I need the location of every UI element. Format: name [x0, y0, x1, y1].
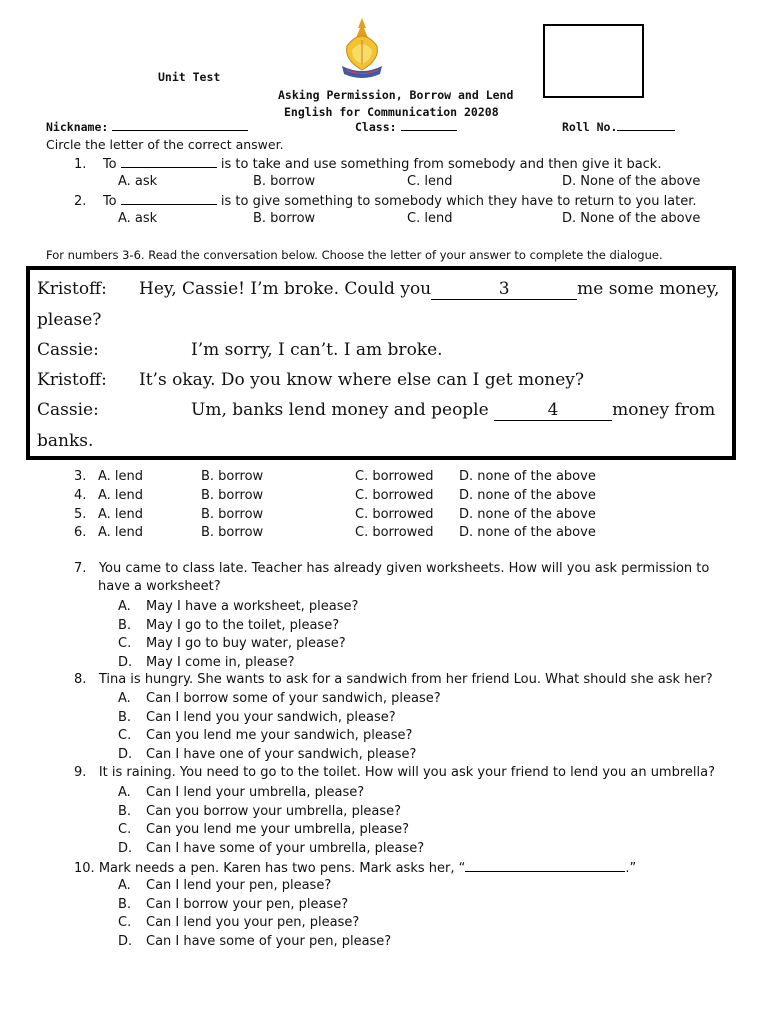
q10-option-letter[interactable]: D. — [118, 933, 133, 949]
nickname-label: Nickname: — [46, 120, 109, 134]
q10-option-text[interactable]: Can I lend you your pen, please? — [146, 915, 360, 931]
blank-3[interactable]: 3 — [431, 279, 577, 300]
q8-option-letter[interactable]: C. — [118, 728, 132, 744]
q8-option-text[interactable]: Can I borrow some of your sandwich, please? — [146, 691, 441, 706]
q8-option-letter[interactable]: A. — [118, 691, 131, 706]
question-7-cont: have a worksheet? — [98, 579, 221, 594]
dialogue-line-1: Kristoff: — [37, 279, 107, 299]
dialogue-line-4-cont: banks. — [37, 431, 94, 451]
mc-row-number: 5. — [74, 507, 87, 522]
q10-option-letter[interactable]: A. — [118, 878, 131, 893]
mc-option-b[interactable]: B. borrow — [201, 525, 264, 540]
mc-row-number: 6. — [74, 525, 87, 540]
blank-4[interactable]: 4 — [494, 400, 612, 421]
question-7: 7. You came to class late. Teacher has already given worksheets. How will you ask permission to — [74, 561, 710, 576]
q1-option-b[interactable]: B. borrow — [253, 174, 316, 189]
class-blank[interactable] — [401, 120, 457, 131]
dialogue-line-1-text: Hey, Cassie! I’m broke. Could you 3 me some money, — [139, 279, 720, 299]
dialogue-line-4-speaker: Cassie: — [37, 400, 99, 420]
q8-option-letter[interactable]: B. — [118, 709, 132, 725]
mc-option-d[interactable]: D. none of the above — [459, 469, 596, 484]
mc-option-b[interactable]: B. borrow — [201, 507, 264, 522]
mc-option-d[interactable]: D. none of the above — [459, 488, 596, 503]
page-subtitle: English for Communication 20208 — [284, 105, 499, 119]
unit-test-label: Unit Test — [158, 70, 221, 84]
q10-option-letter[interactable]: C. — [118, 915, 132, 931]
q10-option-text[interactable]: Can I lend your pen, please? — [146, 878, 332, 893]
q10-option-letter[interactable]: B. — [118, 896, 132, 912]
q7-option-text[interactable]: May I come in, please? — [146, 654, 295, 670]
q7-option-letter[interactable]: A. — [118, 599, 131, 614]
mc-option-a[interactable]: A. lend — [98, 488, 144, 503]
mc-option-c[interactable]: C. borrowed — [355, 488, 434, 503]
q9-option-letter[interactable]: C. — [118, 822, 132, 838]
class-field[interactable] — [355, 120, 457, 135]
q7-option-text[interactable]: May I go to buy water, please? — [146, 636, 346, 652]
q10-option-text[interactable]: Can I borrow your pen, please? — [146, 896, 349, 912]
mc-row-number: 4. — [74, 488, 87, 503]
dialogue-line-2-speaker: Cassie: — [37, 340, 99, 360]
dialogue-line-2-text: I’m sorry, I can’t. I am broke. — [191, 340, 443, 360]
q1-blank[interactable] — [121, 155, 217, 168]
section-instruction: For numbers 3-6. Read the conversation below. Choose the letter of your answer to complete the dialogue. — [46, 248, 663, 262]
q2-blank[interactable] — [121, 192, 217, 205]
q10-blank[interactable] — [465, 859, 625, 872]
photo-box — [543, 24, 644, 98]
mc-option-b[interactable]: B. borrow — [201, 469, 264, 484]
q9-option-letter[interactable]: A. — [118, 785, 131, 800]
mc-option-c[interactable]: C. borrowed — [355, 525, 434, 540]
nickname-blank[interactable] — [112, 120, 248, 131]
school-seal-logo — [338, 16, 386, 82]
nickname-field[interactable] — [46, 120, 248, 135]
q2-option-c[interactable]: C. lend — [407, 211, 453, 226]
mc-option-b[interactable]: B. borrow — [201, 488, 264, 503]
mc-option-a[interactable]: A. lend — [98, 525, 144, 540]
dialogue-line-3-text: It’s okay. Do you know where else can I get money? — [139, 370, 585, 390]
mc-row-number: 3. — [74, 469, 87, 484]
roll-blank[interactable] — [617, 120, 675, 131]
question-8: 8. Tina is hungry. She wants to ask for a sandwich from her friend Lou. What should she ask her? — [74, 672, 713, 687]
question-10: 10. Mark needs a pen. Karen has two pens. Mark asks her, “ .” — [74, 861, 637, 876]
mc-option-a[interactable]: A. lend — [98, 507, 144, 522]
q7-option-text[interactable]: May I go to the toilet, please? — [146, 617, 340, 633]
page-title: Asking Permission, Borrow and Lend — [278, 88, 514, 102]
q2-option-b[interactable]: B. borrow — [253, 211, 316, 226]
mc-option-d[interactable]: D. none of the above — [459, 507, 596, 522]
q9-option-letter[interactable]: B. — [118, 803, 132, 819]
mc-option-c[interactable]: C. borrowed — [355, 507, 434, 522]
q1-option-c[interactable]: C. lend — [407, 174, 453, 189]
question-2: 2. To is to give something to somebody which they have to return to you later. — [74, 194, 697, 209]
question-9: 9. It is raining. You need to go to the toilet. How will you ask your friend to lend you an umbrella? — [74, 765, 715, 780]
q7-option-letter[interactable]: D. — [118, 654, 133, 670]
q10-option-text[interactable]: Can I have some of your pen, please? — [146, 933, 392, 949]
q8-option-text[interactable]: Can you lend me your sandwich, please? — [146, 728, 413, 744]
instruction: Circle the letter of the correct answer. — [46, 137, 284, 152]
q8-option-text[interactable]: Can I lend you your sandwich, please? — [146, 709, 396, 725]
q7-option-letter[interactable]: C. — [118, 636, 132, 652]
dialogue-line-3-speaker: Kristoff: — [37, 370, 107, 390]
roll-field[interactable] — [562, 120, 675, 135]
q9-option-text[interactable]: Can I have some of your umbrella, please? — [146, 840, 425, 856]
q8-option-text[interactable]: Can I have one of your sandwich, please? — [146, 746, 417, 762]
q9-option-text[interactable]: Can you borrow your umbrella, please? — [146, 803, 402, 819]
q1-option-a[interactable]: A. ask — [118, 174, 158, 189]
q8-option-letter[interactable]: D. — [118, 746, 133, 762]
q9-option-text[interactable]: Can you lend me your umbrella, please? — [146, 822, 409, 838]
roll-label: Roll No. — [562, 120, 618, 134]
mc-option-d[interactable]: D. none of the above — [459, 525, 596, 540]
question-1: 1. To is to take and use something from somebody and then give it back. — [74, 157, 662, 172]
mc-option-a[interactable]: A. lend — [98, 469, 144, 484]
q9-option-text[interactable]: Can I lend your umbrella, please? — [146, 785, 365, 800]
q9-option-letter[interactable]: D. — [118, 840, 133, 856]
q7-option-letter[interactable]: B. — [118, 617, 132, 633]
q2-option-d[interactable]: D. None of the above — [562, 211, 701, 226]
class-label: Class: — [355, 120, 397, 134]
dialogue-line-4-text: Um, banks lend money and people 4 money from — [191, 400, 716, 420]
q1-option-d[interactable]: D. None of the above — [562, 174, 701, 189]
q7-option-text[interactable]: May I have a worksheet, please? — [146, 599, 359, 614]
dialogue-line-1-cont: please? — [37, 310, 102, 330]
q2-option-a[interactable]: A. ask — [118, 211, 158, 226]
mc-option-c[interactable]: C. borrowed — [355, 469, 434, 484]
